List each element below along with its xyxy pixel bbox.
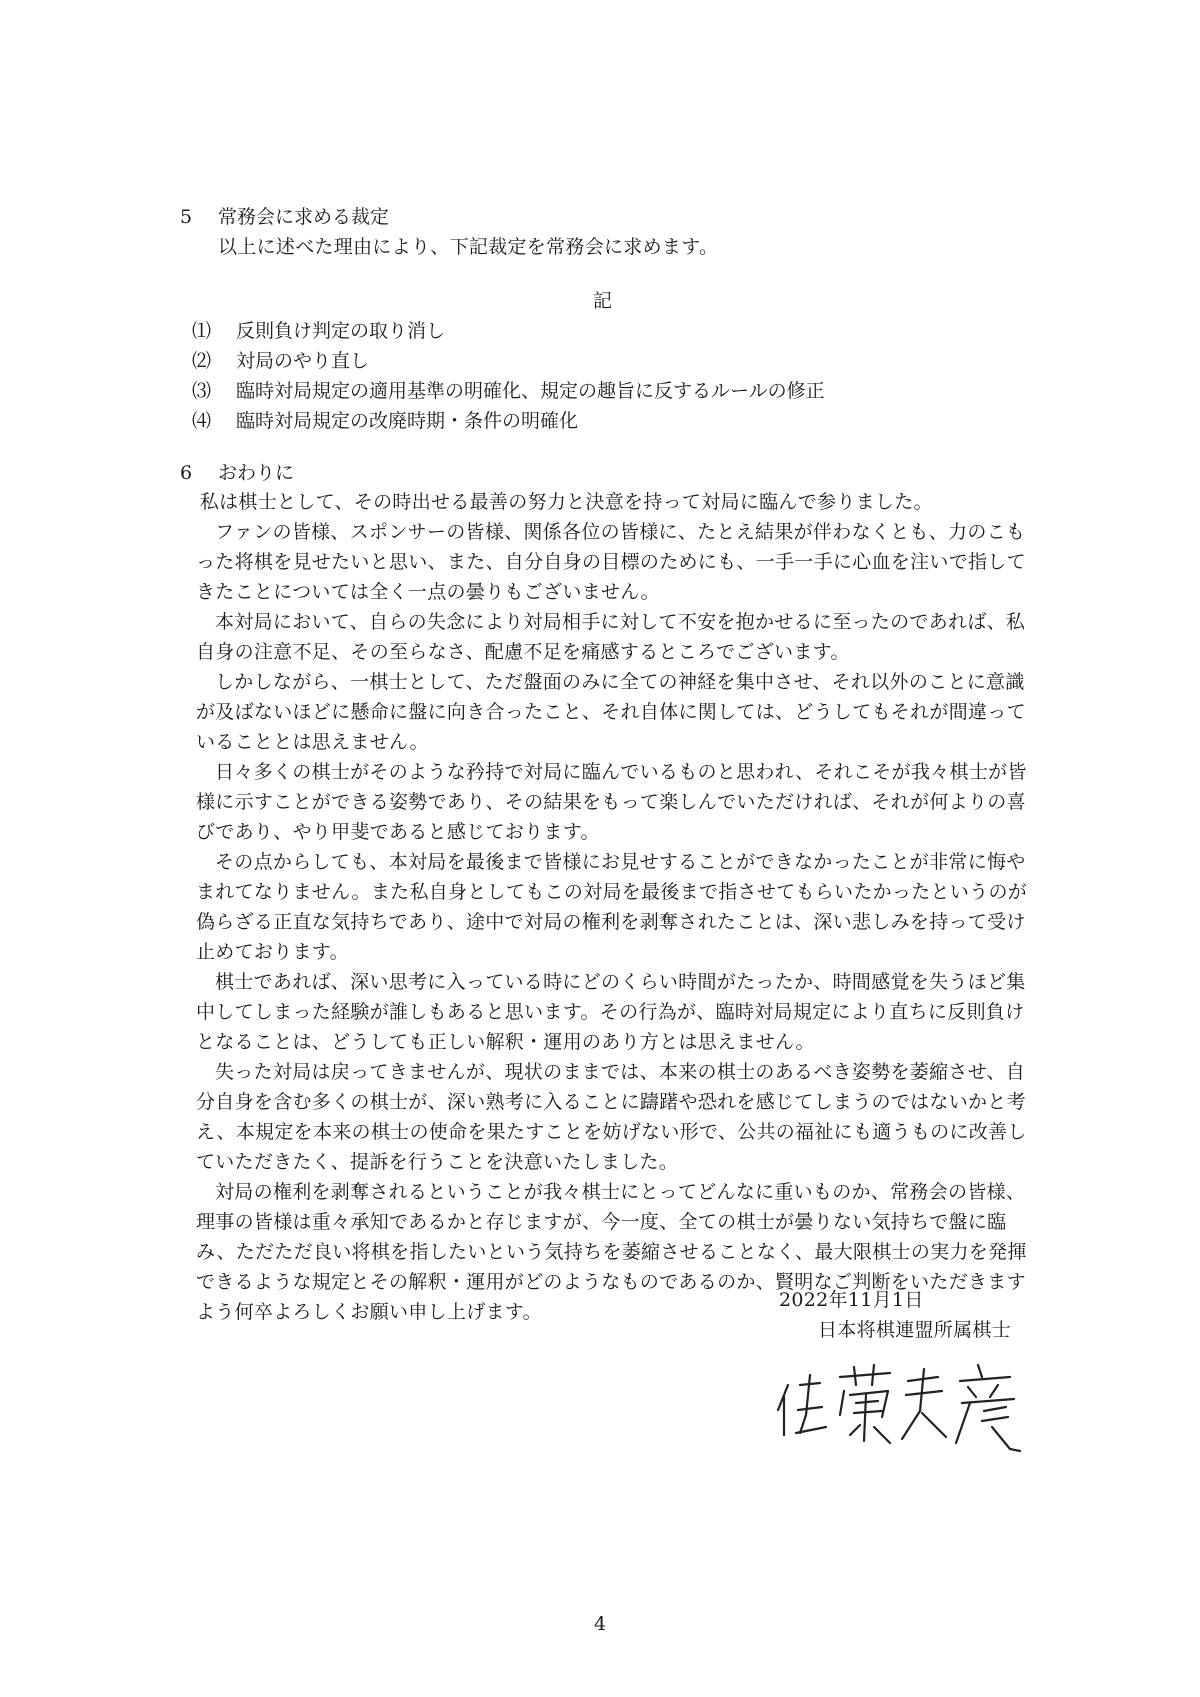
section-6-title: おわりに (218, 462, 295, 484)
item-4-text: 臨時対局規定の改廃時期・条件の明確化 (236, 410, 579, 432)
section-5-title: 常務会に求める裁定 (218, 206, 390, 228)
paragraph: 本対局において、自らの失念により対局相手に対して不安を抱かせるに至ったのであれば、私自身の注意不足、その至らなさ、配慮不足を痛感するところでございます。 (196, 611, 1026, 663)
paragraph: 失った対局は戻ってきませんが、現状のままでは、本来の棋士のあるべき姿勢を萎縮させ、自分自身を含む多くの棋士が、深い熟考に入ることに躊躇や恐れを感じてしまうのではないかと考え、本規定を本来の棋士の使命を果たすことを妨げない形で、公共の福祉にも適うものに改善していただきたく、提訴を行うことを決意いたしました。 (196, 1061, 1027, 1173)
item-1-text: 反則負け判定の取り消し (236, 320, 446, 342)
paragraph: その点からしても、本対局を最後まで皆様にお見せすることができなかったことが非常に悔やまれてなりません。また私自身としてもこの対局を最後まで指させてもらいたかったというのが偽らざる正直な気持ちであり、途中で対局の権利を剥奪されたことは、深い悲しみを持って受け止めております。 (196, 851, 1028, 963)
section-5-number: 5 (180, 206, 193, 228)
item-3-text: 臨時対局規定の適用基準の明確化、規定の趣旨に反するルールの修正 (236, 380, 825, 402)
paragraph: 棋士であれば、深い思考に入っている時にどのくらい時間がたったか、時間感覚を失うほど集中してしまった経験が誰しもあると思います。その行為が、臨時対局規定により直ちに反則負けとなることは、どうしても正しい解釈・運用のあり方とは思えません。 (196, 971, 1026, 1053)
section-6-number: 6 (180, 462, 193, 484)
item-2-text: 対局のやり直し (236, 350, 370, 372)
handwritten-signature (770, 1355, 1030, 1455)
ki-heading: 記 (593, 290, 613, 312)
paragraph: 対局の権利を剥奪されるということが我々棋士にとってどんなに重いものか、常務会の皆様、理事の皆様は重々承知であるかと存じますが、今一度、全ての棋士が曇りない気持ちで盤に臨み、ただただ良い将棋を指したいという気持ちを萎縮させることなく、最大限棋士の実力を発揮できるような規定とその解釈・運用がどのようなものであるのか、賢明なご判断をいただきますよう何卒よろしくお願い申し上げます。 (196, 1181, 1027, 1323)
section-6-body (196, 487, 1036, 1327)
paragraph: しかしながら、一棋士として、ただ盤面のみに全ての神経を集中させ、それ以外のことに意識が及ばないほどに懸命に盤に向き合ったこと、それ自体に関しては、どうしてもそれが間違っていることとは思えません。 (196, 671, 1026, 753)
closing-date: 2022年11月1日 (779, 1289, 924, 1311)
section-5-intro: 以上に述べた理由により、下記裁定を常務会に求めます。 (218, 236, 719, 258)
closing-affiliation: 日本将棋連盟所属棋士 (818, 1319, 1012, 1341)
page-number: 4 (593, 1613, 607, 1635)
paragraph: 日々多くの棋士がそのような矜持で対局に臨んでいるものと思われ、それこそが我々棋士が皆様に示すことができる姿勢であり、その結果をもって楽しんでいただければ、それが何よりの喜びであり、やり甲斐であると感じております。 (196, 761, 1027, 843)
paragraph: ファンの皆様、スポンサーの皆様、関係各位の皆様に、たとえ結果が伴わなくとも、力のこもった将棋を見せたいと思い、また、自分自身の目標のためにも、一手一手に心血を注いで指してきたことについては全く一点の曇りもございません。 (196, 521, 1026, 603)
item-2-number: ⑵ (192, 350, 212, 372)
item-4-number: ⑷ (192, 410, 212, 432)
item-3-number: ⑶ (192, 380, 212, 402)
item-1-number: ⑴ (192, 320, 212, 342)
paragraph: 私は棋士として、その時出せる最善の努力と決意を持って対局に臨んで参りました。 (199, 491, 933, 513)
